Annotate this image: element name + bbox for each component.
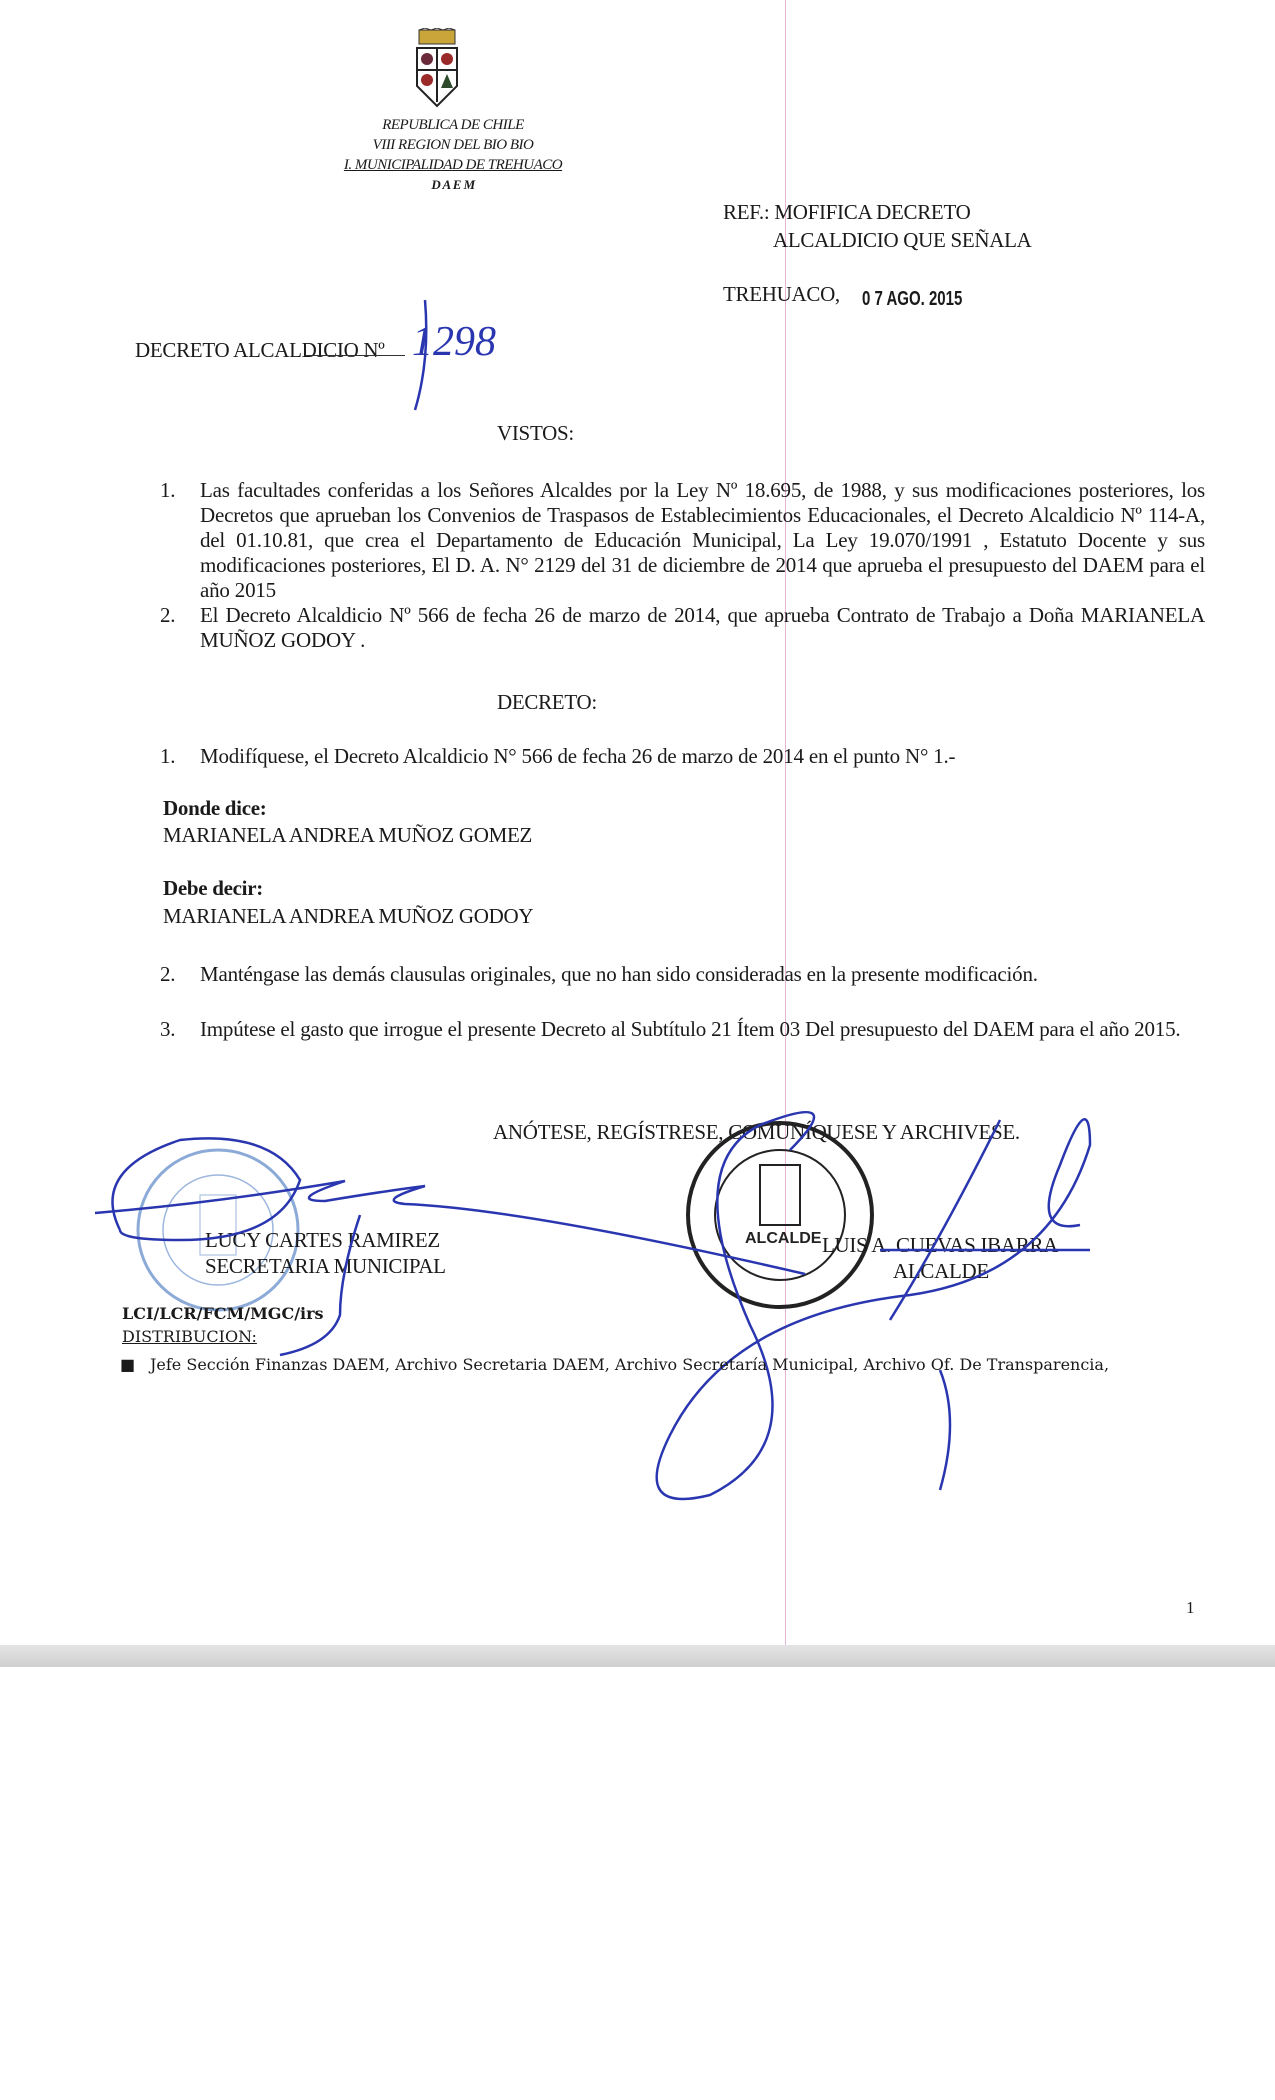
item-number: 2. — [160, 962, 176, 986]
item-number: 3. — [160, 1017, 176, 1041]
donde-dice-value: MARIANELA ANDREA MUÑOZ GOMEZ — [163, 823, 533, 847]
decree-label: DECRETO ALCALDICIO Nº — [135, 338, 385, 362]
signatory-2-name: LUIS A. CUEVAS IBARRA — [822, 1233, 1059, 1257]
vistos-item — [160, 603, 1205, 653]
decreto-item-3 — [160, 1017, 1205, 1042]
item-number: 1. — [160, 744, 176, 768]
page-number: 1 — [1186, 1598, 1195, 1617]
signatory-2-title: ALCALDE — [893, 1259, 989, 1283]
decreto-title: DECRETO: — [497, 690, 597, 714]
place: TREHUACO, — [723, 282, 840, 306]
ref-line-2: ALCALDICIO QUE SEÑALA — [773, 228, 1032, 252]
header-daem: D A E M — [431, 177, 475, 192]
coat-of-arms-logo — [413, 28, 461, 108]
vistos-list — [160, 478, 1205, 653]
initials: LCI/LCR/FCM/MGC/irs — [122, 1304, 324, 1323]
header-republic: REPUBLICA DE CHILE — [382, 117, 524, 133]
distribution-text: Jefe Sección Finanzas DAEM, Archivo Secretaria DAEM, Archivo Secretaría Municipal, Archivo Of. De Transparencia, — [150, 1355, 1110, 1374]
alcalde-stamp — [680, 1115, 880, 1315]
ref-line-1: REF.: MOFIFICA DECRETO — [723, 200, 971, 224]
decree-number-handwritten: 1298 — [412, 319, 496, 365]
vistos-item — [160, 478, 1205, 603]
item-text: Impútese el gasto que irrogue el presente Decreto al Subtítulo 21 Ítem 03 Del presupuesto del DAEM para el año 2015. — [200, 1017, 1181, 1041]
debe-decir-label: Debe decir: — [163, 876, 263, 900]
bullet-icon: ■ — [120, 1355, 136, 1374]
svg-text:ALCALDE: ALCALDE — [745, 1230, 822, 1247]
item-text: Manténgase las demás clausulas originales, que no han sido consideradas en la presente modificación. — [200, 962, 1038, 986]
item-text: Las facultades conferidas a los Señores Alcaldes por la Ley Nº 18.695, de 1988, y sus modificaciones posteriores, los Decretos que aprueban los Convenios de Traspasos de Establecimientos Educacionales, el Decreto Alcaldicio Nº 114-A, del 01.10.81, que crea el Departamento de Educación Municipal, La Ley 19.070/1991 , Estatuto Docente y sus modificaciones posteriores, El D. A. N° 2129 del 31 de diciembre de 2014 que aprueba el presupuesto del DAEM para el año 2015 — [200, 478, 1205, 602]
distribution-label: DISTRIBUCION: — [122, 1327, 257, 1346]
signatory-1-title: SECRETARIA MUNICIPAL — [205, 1254, 446, 1278]
debe-decir-value: MARIANELA ANDREA MUÑOZ GODOY — [163, 904, 534, 928]
decree-number-line — [305, 355, 405, 356]
header-municipality: I. MUNICIPALIDAD DE TREHUACO — [343, 157, 563, 173]
item-number: 2. — [160, 603, 176, 627]
vistos-title: VISTOS: — [497, 421, 574, 445]
decreto-item-1 — [160, 744, 1205, 769]
distribution-list — [120, 1354, 1200, 1375]
decreto-item-2 — [160, 962, 1205, 987]
scan-bottom-edge — [0, 1645, 1275, 1667]
date-stamp: 0 7 AGO. 2015 — [862, 288, 963, 310]
item-number: 1. — [160, 478, 176, 502]
signatory-1-name: LUCY CARTES RAMIREZ — [205, 1228, 440, 1252]
item-text: El Decreto Alcaldicio Nº 566 de fecha 26 de marzo de 2014, que aprueba Contrato de Trabajo a Doña MARIANELA MUÑOZ GODOY . — [200, 603, 1205, 652]
closing-formula: ANÓTESE, REGÍSTRESE, COMUNÍQUESE Y ARCHIVESE. — [493, 1120, 1020, 1144]
donde-dice-label: Donde dice: — [163, 796, 267, 820]
item-text: Modifíquese, el Decreto Alcaldicio N° 566 de fecha 26 de marzo de 2014 en el punto N° 1.- — [200, 744, 956, 768]
header-region: VIII REGION DEL BIO BIO — [372, 137, 534, 153]
